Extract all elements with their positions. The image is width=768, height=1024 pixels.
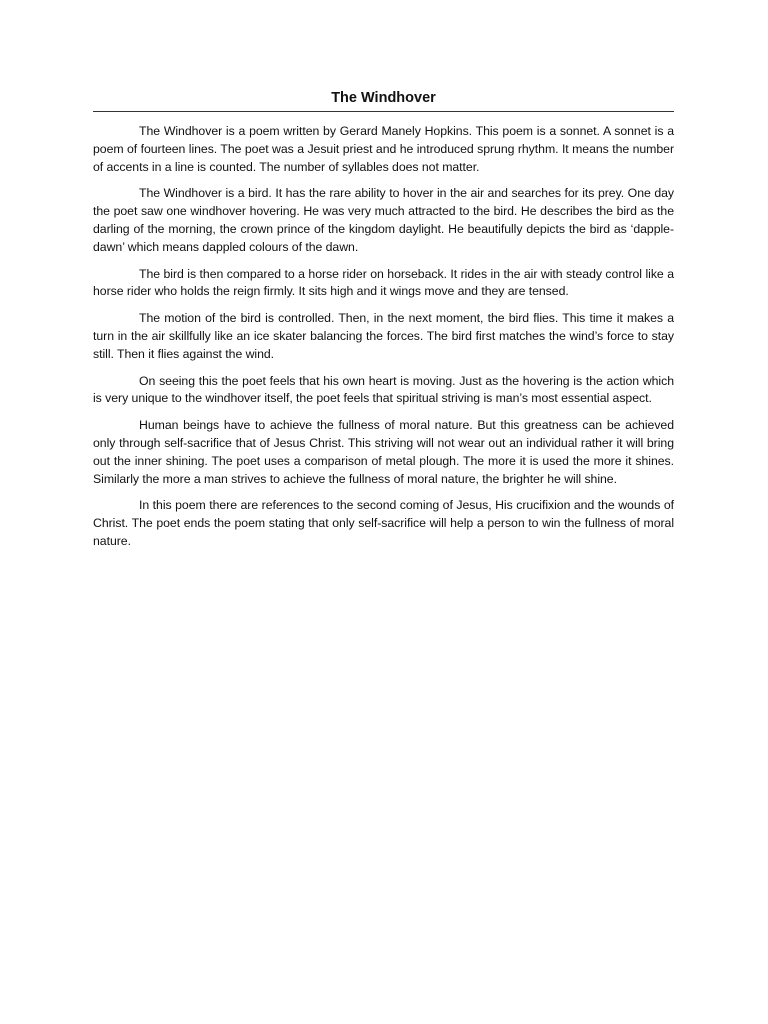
paragraph-1: The Windhover is a poem written by Gerard Manely Hopkins. This poem is a sonnet. A sonnet is a poem of fourteen lines. The poet was a Jesuit priest and he introduced sprung rhythm. It means the number of accents in a line is counted. The number of syllables does not matter. xyxy=(93,124,674,174)
paragraph-3: The bird is then compared to a horse rider on horseback. It rides in the air with steady control like a horse rider who holds the reign firmly. It sits high and it wings move and they are tensed. xyxy=(93,266,674,299)
paragraph-4: The motion of the bird is controlled. Then, in the next moment, the bird flies. This time it makes a turn in the air skillfully like an ice skater balancing the forces. The bird first matches the wind’s force to stay still. Then it flies against the wind. xyxy=(93,311,674,361)
paragraph-7: In this poem there are references to the second coming of Jesus, His crucifixion and the wounds of Christ. The poet ends the poem stating that only self-sacrifice will help a person to win the fullness of moral nature. xyxy=(93,498,674,548)
paragraph-2: The Windhover is a bird. It has the rare ability to hover in the air and searches for its prey. One day the poet saw one windhover hovering. He was very much attracted to the bird. He describes the bird as the darling of the morning, the crown prince of the kingdom daylight. He beautifully depicts the bird as ‘dapple-dawn’ which means dappled colours of the dawn. xyxy=(93,186,674,254)
title-underline xyxy=(93,111,674,112)
paragraph-5: On seeing this the poet feels that his own heart is moving. Just as the hovering is the action which is very unique to the windhover itself, the poet feels that spiritual striving is man’s most essential aspect. xyxy=(93,373,674,406)
document-title: The Windhover xyxy=(331,90,436,106)
document-page xyxy=(93,88,674,560)
paragraph-6: Human beings have to achieve the fullness of moral nature. But this greatness can be achieved only through self-sacrifice that of Jesus Christ. This striving will not wear out an individual rather it will bring out the inner shining. The poet uses a comparison of metal plough. The more it is used the more it shines. Similarly the more a man strives to achieve the fullness of moral nature, the brighter he will shine. xyxy=(93,418,674,486)
